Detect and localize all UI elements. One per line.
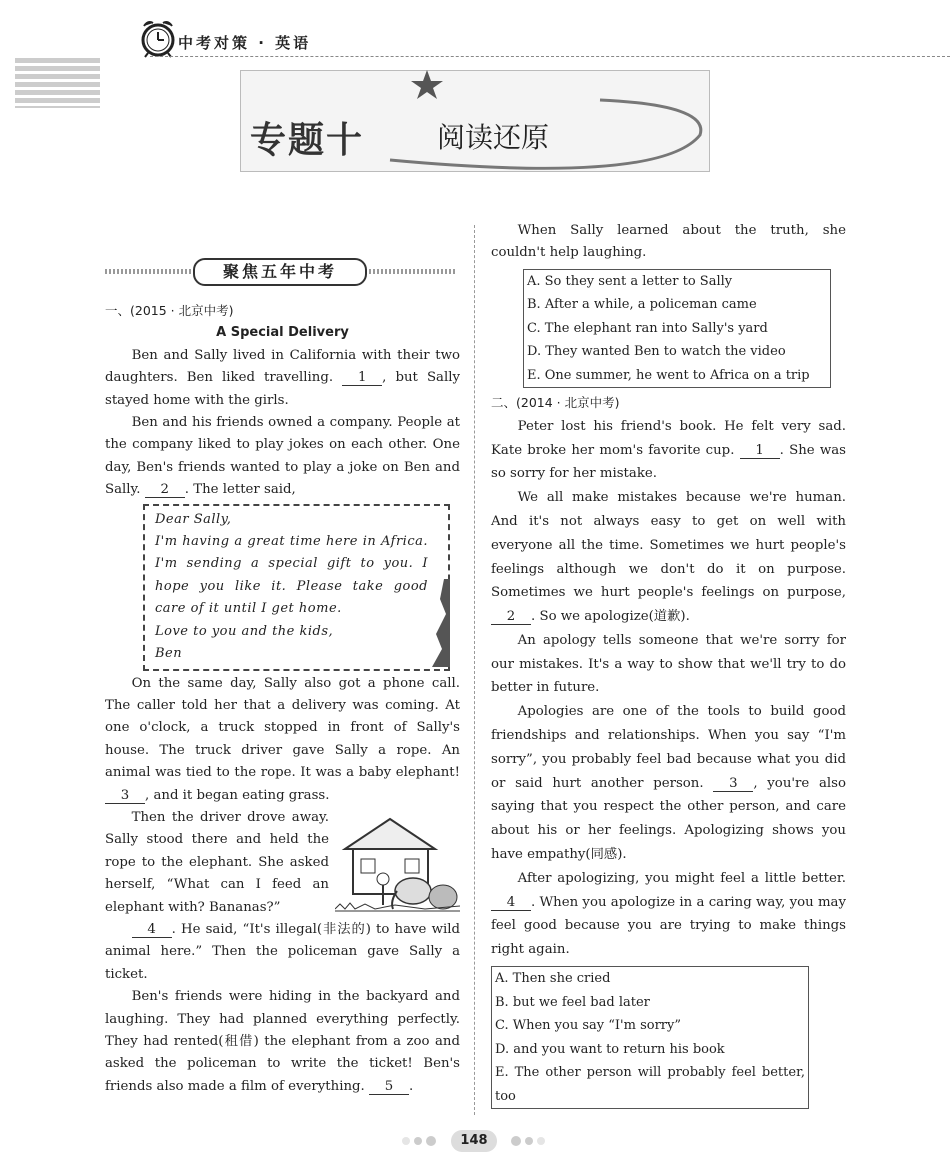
section-banner-label: 聚焦五年中考 xyxy=(193,258,367,286)
letter-box: Dear Sally, I'm having a great time here in Africa. I'm sending a special gift to you. I hope you like it. Please take good care of it until I get home. Love to you and the kids, Ben xyxy=(143,504,450,671)
paragraph: Ben and his friends owned a company. People at the company liked to play jokes on each other. One day, Ben's friends wanted to play a joke on Ben and Sally. 2 . The letter said, xyxy=(105,415,460,498)
option-item: E. One summer, he went to Africa on a trip xyxy=(527,367,810,383)
column-divider xyxy=(474,225,475,1115)
answer-blank[interactable]: 1 xyxy=(740,443,780,459)
page-dot xyxy=(426,1136,436,1146)
part2-heading: 二、(2014 · 北京中考) xyxy=(491,395,620,411)
torn-edge-icon xyxy=(430,579,452,669)
answer-blank[interactable]: 2 xyxy=(491,609,531,625)
topic-name-title: 阅读还原 xyxy=(437,121,550,154)
paragraph: After apologizing, you might feel a little better. 4 . When you apologize in a caring way, you may feel good because you are trying to make things right again. xyxy=(491,870,846,958)
option-item: C. When you say “I'm sorry” xyxy=(495,1018,681,1034)
option-item: D. They wanted Ben to watch the video xyxy=(527,344,786,360)
answer-blank[interactable]: 2 xyxy=(145,482,185,498)
option-item: E. The other person will probably feel better, too xyxy=(495,1065,805,1104)
options-box xyxy=(523,269,831,389)
paragraph: Ben's friends were hiding in the backyard and laughing. They had planned everything perfectly. They had rented(租借) the elephant from a zoo and asked the policeman to write the ticket! Ben's friends also made a film of everything. 5 . xyxy=(105,989,460,1094)
book-title: 中考对策 · 英语 xyxy=(178,34,312,52)
option-item: A. So they sent a letter to Sally xyxy=(527,273,733,289)
page-dot xyxy=(537,1137,545,1145)
paragraph: We all make mistakes because we're human. And it's not always easy to get on well with everyone all the time. Sometimes we hurt people's feelings although we don't do it on purpose. Sometimes we hurt people's feelings on purpose, 2 . So we apologize(道歉). xyxy=(491,490,846,625)
answer-blank[interactable]: 4 xyxy=(132,922,172,938)
page-dot xyxy=(402,1137,410,1145)
passage-title: A Special Delivery xyxy=(216,325,349,341)
paragraph: When Sally learned about the truth, she couldn't help laughing. xyxy=(491,223,846,261)
page-dot xyxy=(414,1137,422,1145)
option-item: A. Then she cried xyxy=(495,971,611,987)
answer-blank[interactable]: 3 xyxy=(105,788,145,804)
alarm-clock-icon xyxy=(140,18,176,58)
header-divider xyxy=(150,56,950,57)
answer-blank[interactable]: 5 xyxy=(369,1079,409,1095)
section-banner xyxy=(105,258,455,284)
right-column xyxy=(491,220,846,1109)
paragraph: Peter lost his friend's book. He felt very sad. Kate broke her mom's favorite cup. 1 . She was so sorry for her mistake. xyxy=(491,418,847,482)
paragraph: Then the driver drove away. Sally stood there and held the rope to the elephant. She asked herself, “What can I feed an elephant with? Bananas?” xyxy=(105,809,329,915)
option-item: D. and you want to return his book xyxy=(495,1041,725,1057)
answer-blank[interactable]: 4 xyxy=(491,895,531,911)
page-dot xyxy=(511,1136,521,1146)
answer-blank[interactable]: 3 xyxy=(713,776,753,792)
page-dot xyxy=(525,1137,533,1145)
paragraph: Apologies are one of the tools to build good friendships and relationships. When you say “I'm sorry”, you probably feel bad because what you did or said hurt another person. 3 , you're also saying that you respect the other person, and care about his or her feelings. Apologizing shows you have empathy(同感). xyxy=(491,704,846,863)
answer-blank[interactable]: 1 xyxy=(342,370,382,386)
left-column xyxy=(105,300,460,1098)
option-item: B. After a while, a policeman came xyxy=(527,297,757,313)
part1-heading: 一、(2015 · 北京中考) xyxy=(105,303,234,318)
page-number: 148 xyxy=(451,1130,497,1152)
elephant-illustration xyxy=(335,809,460,917)
paragraph: On the same day, Sally also got a phone call. The caller told her that a delivery was coming. At one o'clock, a truck stopped in front of Sally's house. The truck driver gave Sally a rope. An animal was tied to the rope. It was a baby elephant! 3 , and it began eating grass. xyxy=(105,675,460,803)
option-item: B. but we feel bad later xyxy=(495,994,650,1010)
paragraph: An apology tells someone that we're sorry for our mistakes. It's a way to show that we'll try to do better in future. xyxy=(491,632,846,696)
options-box xyxy=(491,966,809,1109)
topic-number-title: 专题十 xyxy=(250,120,365,161)
paragraph: Ben and Sally lived in California with their two daughters. Ben liked travelling. 1 , but Sally stayed home with the girls. xyxy=(105,347,460,408)
decorative-stripes xyxy=(15,58,100,108)
paragraph: 4 . He said, “It's illegal(非法的) to have wild animal here.” Then the policeman gave Sally a ticket. xyxy=(105,921,460,982)
option-item: C. The elephant ran into Sally's yard xyxy=(527,320,768,336)
